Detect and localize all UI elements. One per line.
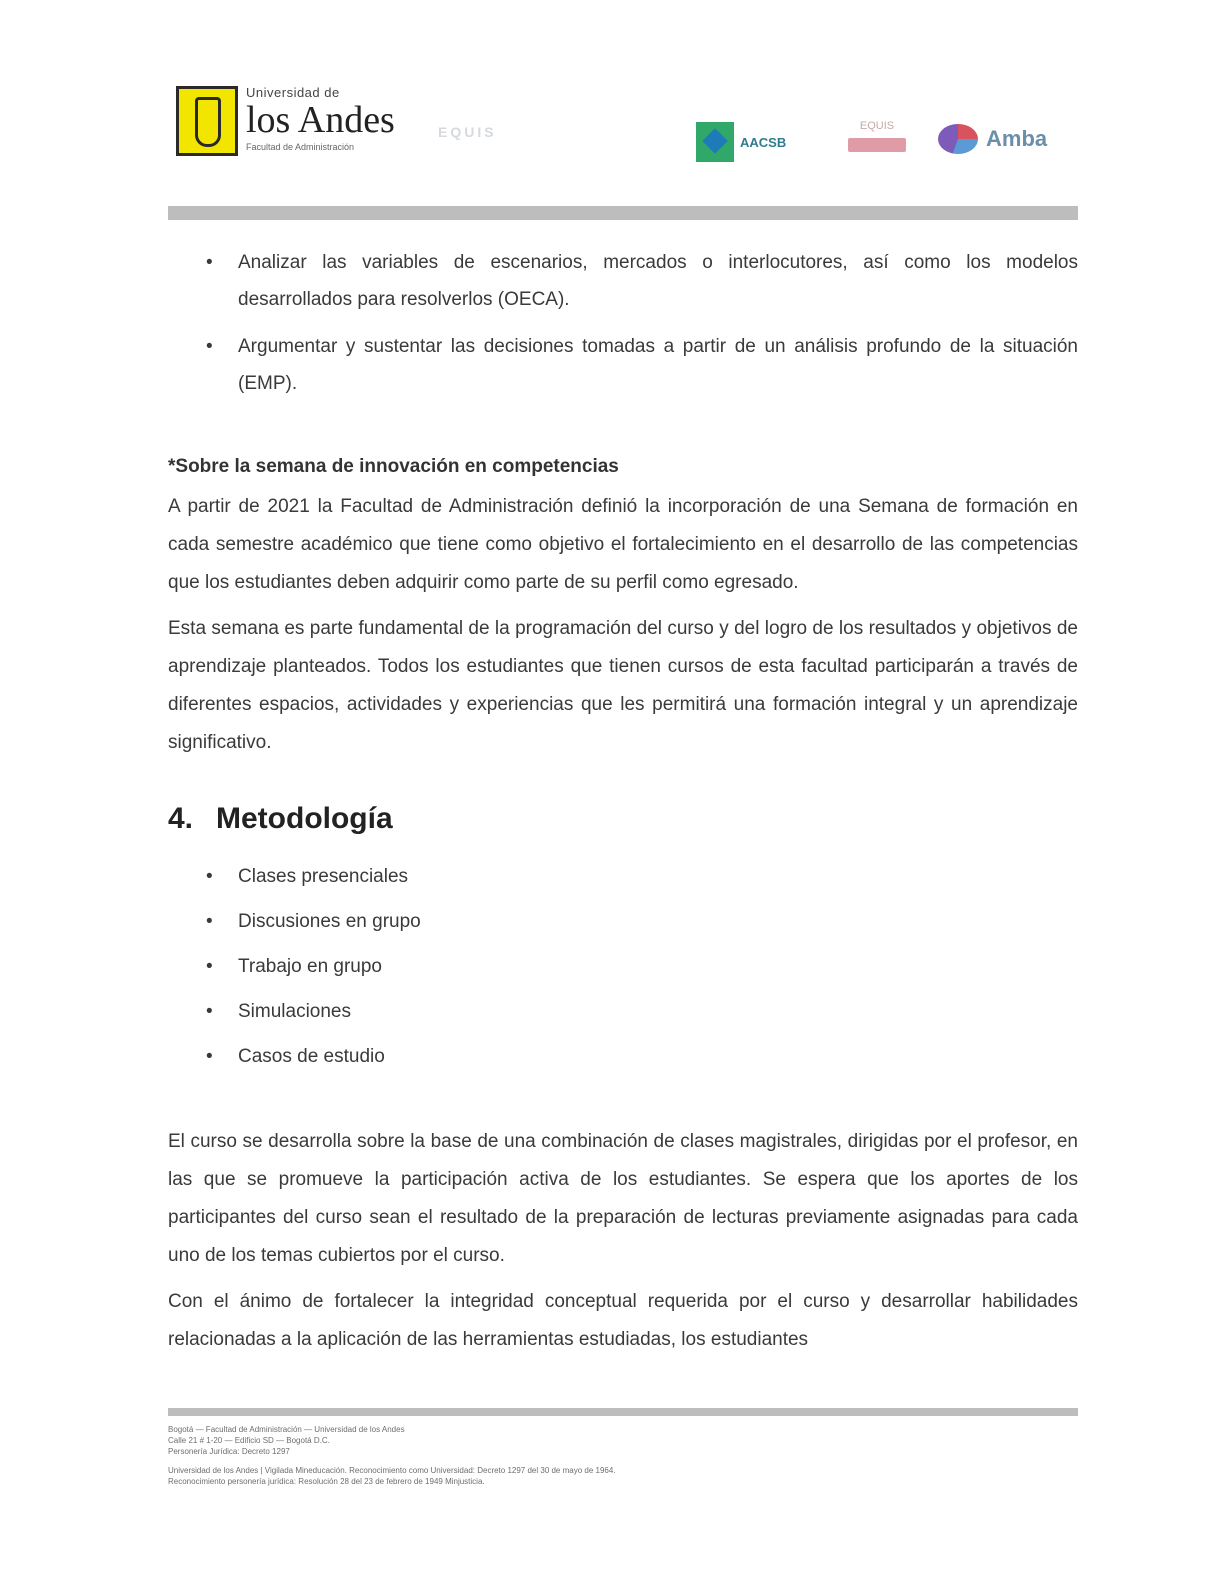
list-item-text: Clases presenciales [238, 866, 409, 887]
footer-line: Calle 21 # 1-20 — Edificio SD — Bogotá D.C. [168, 1436, 330, 1445]
list-item-text: Trabajo en grupo [238, 956, 383, 977]
uniandes-logo [176, 86, 395, 156]
innovation-week-subheading: *Sobre la semana de innovación en competencias [168, 456, 619, 477]
list-item [168, 858, 1078, 895]
faint-accreditation-logo: EQUIS [438, 124, 497, 140]
competency-list [168, 244, 1078, 402]
list-item-text: Argumentar y sustentar las decisiones tomadas a partir de un análisis profundo de la situación (EMP). [238, 336, 1078, 394]
list-item [168, 328, 1078, 402]
bullet-icon: • [206, 252, 213, 273]
page-content [168, 244, 1078, 1367]
footer-line: Universidad de los Andes | Vigilada Mineducación. Reconocimiento como Universidad: Decreto 1297 del 30 de mayo de 1964. [168, 1466, 616, 1475]
amba-logo [938, 124, 1047, 154]
uniandes-crest-icon [176, 86, 238, 156]
footer-line: Personería Jurídica: Decreto 1297 [168, 1447, 290, 1456]
uniandes-big-text: los Andes [246, 99, 395, 141]
equis-logo [848, 120, 906, 152]
uniandes-wordmark [246, 86, 395, 152]
methodology-list [168, 858, 1078, 1075]
bullet-icon: • [206, 866, 213, 887]
bullet-icon: • [206, 1046, 213, 1067]
paragraph: Esta semana es parte fundamental de la programación del curso y del logro de los resultados y objetivos de aprendizaje planteados. Todos los estudiantes que tienen cursos de esta facultad participarán a través de diferentes espacios, actividades y experiencias que les permitirá una formación integral y un aprendizaje significativo. [168, 618, 1078, 753]
equis-text: EQUIS [859, 120, 895, 132]
aacsb-text: AACSB [740, 134, 787, 150]
paragraph: El curso se desarrolla sobre la base de una combinación de clases magistrales, dirigidas por el profesor, en las que se promueve la participación activa de los estudiantes. Se espera que los aportes de los participantes del curso sean el resultado de la preparación de lecturas previamente asignadas para cada uno de los temas cubiertos por el curso. [168, 1131, 1078, 1266]
footer-line: Reconocimiento personería jurídica: Resolución 28 del 23 de febrero de 1949 Minjusticia. [168, 1477, 485, 1486]
paragraph: A partir de 2021 la Facultad de Administración definió la incorporación de una Semana de formación en cada semestre académico que tiene como objetivo el fortalecimiento en el desarrollo de las competencias que los estudiantes deben adquirir como parte de su perfil como egresado. [168, 496, 1078, 593]
list-item [168, 244, 1078, 318]
uniandes-small-text: Universidad de [246, 85, 340, 100]
list-item [168, 903, 1078, 940]
page-header [168, 84, 1078, 180]
amba-text: Amba [986, 126, 1048, 151]
list-item [168, 993, 1078, 1030]
footer-line: Bogotá — Facultad de Administración — Universidad de los Andes [168, 1425, 405, 1434]
aacsb-mark-icon [696, 122, 734, 162]
page-footer [168, 1424, 808, 1487]
list-item-text: Analizar las variables de escenarios, mercados o interlocutores, así como los modelos desarrollados para resolverlos (OECA). [238, 252, 1078, 310]
section-heading [168, 802, 1078, 836]
list-item [168, 1038, 1078, 1075]
section-number: 4. [168, 802, 194, 835]
aacsb-logo [696, 122, 786, 162]
bullet-icon: • [206, 1001, 213, 1022]
paragraph: Con el ánimo de fortalecer la integridad conceptual requerida por el curso y desarrollar habilidades relacionadas a la aplicación de las herramientas estudiadas, los estudiantes [168, 1291, 1078, 1350]
equis-bar-icon [848, 138, 906, 152]
bullet-icon: • [206, 911, 213, 932]
header-divider [168, 206, 1078, 220]
list-item-text: Discusiones en grupo [238, 911, 421, 932]
list-item-text: Casos de estudio [238, 1046, 385, 1067]
amba-mark-icon [938, 124, 978, 154]
uniandes-sub-text: Facultad de Administración [246, 142, 355, 152]
footer-divider [168, 1408, 1078, 1416]
bullet-icon: • [206, 336, 213, 357]
list-item [168, 948, 1078, 985]
list-item-text: Simulaciones [238, 1001, 351, 1022]
section-title: Metodología [216, 802, 393, 835]
bullet-icon: • [206, 956, 213, 977]
